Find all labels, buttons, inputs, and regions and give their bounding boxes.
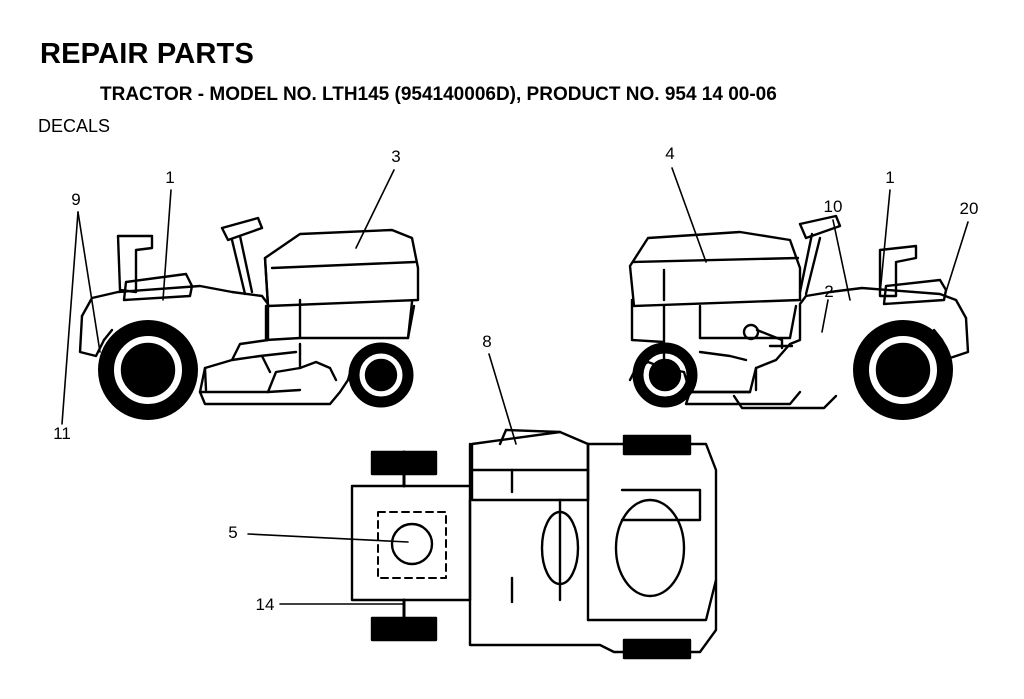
callout-5: 5 (228, 523, 238, 542)
callout-2: 2 (824, 282, 834, 301)
callout-4: 4 (665, 144, 675, 163)
callout-1-left: 1 (165, 168, 175, 187)
callout-14: 14 (255, 595, 275, 614)
callout-20: 20 (959, 199, 979, 218)
callout-8: 8 (482, 332, 492, 351)
callout-1-right: 1 (885, 168, 895, 187)
callout-9: 9 (71, 190, 81, 209)
page-title: REPAIR PARTS (40, 38, 255, 70)
callout-3: 3 (391, 147, 401, 166)
section-label: DECALS (38, 116, 111, 136)
callout-10: 10 (823, 197, 843, 216)
callout-11: 11 (53, 424, 71, 443)
model-subtitle: TRACTOR - MODEL NO. LTH145 (954140006D), PRODUCT NO. 954 14 00-06 (100, 84, 777, 105)
